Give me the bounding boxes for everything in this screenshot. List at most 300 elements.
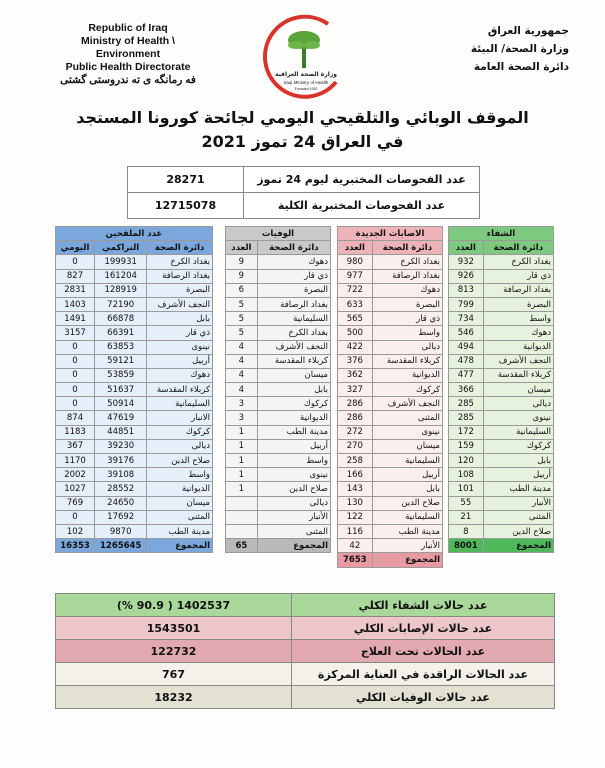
recovered-row-name: كربلاء المقدسة [483,368,553,382]
recovered-row-count: 478 [449,354,484,368]
vaccinated-row-name: بغداد الكرخ [147,255,213,269]
deaths-row-count: 5 [226,297,258,311]
summary-row [56,686,555,709]
vaccinated-row [56,326,213,340]
recovered-row-count: 172 [449,425,484,439]
vaccinated-row-cum: 63853 [95,340,147,354]
new-cases-row-name: النجف الأشرف [372,397,442,411]
new-cases-row-name: مدينة الطب [372,524,442,538]
recovered-row [449,397,554,411]
summary-value: 18232 [56,686,292,709]
new-cases-row [338,255,443,269]
deaths-row-name: النجف الأشرف [257,340,330,354]
recovered-total-value: 8001 [449,539,484,553]
header-en-line4: فه رمانگه ى ته ندروستى گشتى [60,74,196,86]
deaths-row [226,297,331,311]
deaths-total-label: المجموع [257,539,330,553]
deaths-row-count: 1 [226,468,258,482]
recovered-total-label: المجموع [483,539,553,553]
recovered-row-name: السليمانية [483,425,553,439]
vaccinated-row-cum: 72190 [95,297,147,311]
recovered-row [449,524,554,538]
vaccinated-row-daily: 3157 [56,326,95,340]
vaccinated-row-cum: 24650 [95,496,147,510]
vaccinated-row-daily: 0 [56,255,95,269]
deaths-row [226,510,331,524]
deaths-row-name: الديوانية [257,411,330,425]
recovered-row [449,340,554,354]
vaccinated-row-name: بغداد الرصافة [147,269,213,283]
vaccinated-row-cum: 161204 [95,269,147,283]
vaccinated-row [56,397,213,411]
vaccinated-row-cum: 199931 [95,255,147,269]
vaccinated-row-cum: 9870 [95,524,147,538]
tests-daily-row [128,167,480,193]
title-line2: في العراق 24 تموز 2021 [201,132,404,151]
recovered-row-count: 8 [449,524,484,538]
deaths-row-name: دهوك [257,255,330,269]
recovered-row-count: 21 [449,510,484,524]
deaths-row [226,439,331,453]
vaccinated-total-daily: 16353 [56,539,95,553]
new-cases-row [338,383,443,397]
deaths-row [226,482,331,496]
deaths-row-count [226,524,258,538]
vaccinated-table [55,226,213,553]
new-cases-row-count: 122 [338,510,373,524]
deaths-total-row [226,539,331,553]
summary-row [56,640,555,663]
deaths-row [226,326,331,340]
new-cases-row-name: كركوك [372,383,442,397]
recovered-row-name: المثنى [483,510,553,524]
new-cases-row [338,340,443,354]
vaccinated-row-daily: 827 [56,269,95,283]
new-cases-total-label: المجموع [372,553,442,567]
vaccinated-row-cum: 51637 [95,383,147,397]
summary-value: 1402537 ( 90.9 %) [56,594,292,617]
deaths-col-count: العدد [226,241,258,255]
deaths-row [226,368,331,382]
deaths-row-name: ميسان [257,368,330,382]
vaccinated-row [56,340,213,354]
new-cases-row [338,510,443,524]
deaths-row-count: 1 [226,439,258,453]
deaths-row-name: بغداد الكرخ [257,326,330,340]
vaccinated-row-daily: 367 [56,439,95,453]
new-cases-row-count: 500 [338,326,373,340]
new-cases-row-name: المثنى [372,411,442,425]
vaccinated-row-daily: 2002 [56,468,95,482]
new-cases-row [338,524,443,538]
recovered-row [449,255,554,269]
deaths-row-name: نينوى [257,468,330,482]
vaccinated-row [56,411,213,425]
new-cases-row-name: نينوى [372,425,442,439]
vaccinated-row-name: ديالى [147,439,213,453]
deaths-row [226,468,331,482]
new-cases-row-count: 327 [338,383,373,397]
vaccinated-row-name: بابل [147,312,213,326]
recovered-row [449,312,554,326]
recovered-row [449,496,554,510]
deaths-row-count: 5 [226,312,258,326]
vaccinated-row-daily: 0 [56,397,95,411]
new-cases-row-count: 980 [338,255,373,269]
new-cases-row [338,312,443,326]
summary-row [56,617,555,640]
tests-total-value: 12715078 [128,193,244,219]
new-cases-row [338,496,443,510]
vaccinated-row-daily: 0 [56,510,95,524]
vaccinated-row [56,496,213,510]
new-cases-row [338,326,443,340]
vaccinated-row-daily: 0 [56,354,95,368]
new-cases-title: الاصابات الجديدة [338,227,443,241]
new-cases-row [338,425,443,439]
new-cases-row [338,539,443,553]
recovered-row-name: النجف الأشرف [483,354,553,368]
deaths-row-name: بابل [257,383,330,397]
recovered-row-count: 494 [449,340,484,354]
vaccinated-total-row [56,539,213,553]
new-cases-row-name: الديوانية [372,368,442,382]
summary-row [56,594,555,617]
recovered-row-count: 366 [449,383,484,397]
deaths-row-name: ديالى [257,496,330,510]
vaccinated-row-daily: 0 [56,383,95,397]
new-cases-col-name: دائرة الصحة [372,241,442,255]
header-ar-line3: دائرة الصحة العامة [473,61,569,73]
recovered-row-name: مدينة الطب [483,482,553,496]
recovered-row-name: ذي قار [483,269,553,283]
deaths-row-count: 9 [226,255,258,269]
vaccinated-row-daily: 1403 [56,297,95,311]
new-cases-row [338,269,443,283]
tests-total-row [128,193,480,219]
vaccinated-row-name: البصرة [147,283,213,297]
recovered-row-name: بغداد الرصافة [483,283,553,297]
vaccinated-row-name: صلاح الدين [147,454,213,468]
recovered-row [449,326,554,340]
recovered-row-name: دهوك [483,326,553,340]
vaccinated-row-name: دهوك [147,368,213,382]
deaths-row-name: السليمانية [257,312,330,326]
summary-table [55,593,555,709]
new-cases-total-value: 7653 [338,553,373,567]
vaccinated-row-name: السليمانية [147,397,213,411]
vaccinated-row-name: مدينة الطب [147,524,213,538]
deaths-row-name: أربيل [257,439,330,453]
vaccinated-row [56,312,213,326]
deaths-row-count: 3 [226,397,258,411]
new-cases-row-count: 166 [338,468,373,482]
recovered-row-name: كركوك [483,439,553,453]
new-cases-row-count: 722 [338,283,373,297]
deaths-row [226,524,331,538]
vaccinated-row-daily: 1027 [56,482,95,496]
deaths-row-name: صلاح الدين [257,482,330,496]
recovered-row [449,510,554,524]
deaths-table [225,226,331,553]
header-en-line2: Ministry of Health \ Environment [81,35,175,60]
vaccinated-row-name: كربلاء المقدسة [147,383,213,397]
recovered-row-count: 546 [449,326,484,340]
summary-value: 1543501 [56,617,292,640]
recovered-row-count: 932 [449,255,484,269]
vaccinated-row-name: كركوك [147,425,213,439]
vaccinated-row-cum: 17692 [95,510,147,524]
page-title [0,106,605,154]
recovered-row [449,297,554,311]
deaths-row-count: 1 [226,482,258,496]
new-cases-row-count: 286 [338,397,373,411]
vaccinated-row-name: أربيل [147,354,213,368]
deaths-row-count: 4 [226,340,258,354]
vaccinated-row-cum: 28552 [95,482,147,496]
vaccinated-row-name: النجف الأشرف [147,297,213,311]
vaccinated-row [56,383,213,397]
vaccinated-row-name: واسط [147,468,213,482]
recovered-row-name: أربيل [483,468,553,482]
new-cases-row [338,468,443,482]
new-cases-row-name: ميسان [372,439,442,453]
recovered-row-name: واسط [483,312,553,326]
deaths-total-value: 65 [226,539,258,553]
new-cases-row-count: 42 [338,539,373,553]
vaccinated-row-name: ذي قار [147,326,213,340]
header-ar-line1: جمهورية العراق [487,25,569,37]
new-cases-row-name: السليمانية [372,510,442,524]
header-en-line3: Public Health Directorate [65,61,191,73]
new-cases-total-row [338,553,443,567]
recovered-row-name: بغداد الكرخ [483,255,553,269]
new-cases-row-count: 362 [338,368,373,382]
recovered-row [449,468,554,482]
recovered-row-name: بابل [483,454,553,468]
deaths-row-count [226,510,258,524]
vaccinated-row-daily: 1183 [56,425,95,439]
vaccinated-col-cum: التراكمي [95,241,147,255]
deaths-row-count: 4 [226,354,258,368]
header-ar-line2: وزارة الصحة/ البيئة [470,43,569,55]
vaccinated-col-daily: اليومي [56,241,95,255]
new-cases-row-name: الأنبار [372,539,442,553]
summary-value: 122732 [56,640,292,663]
deaths-row-name: واسط [257,454,330,468]
new-cases-row-name: بغداد الكرخ [372,255,442,269]
ministry-logo [258,12,354,102]
recovered-row-name: البصرة [483,297,553,311]
deaths-row [226,354,331,368]
summary-label: عدد الحالات الراقدة في العناية المركزة [292,663,555,686]
vaccinated-row-cum: 53859 [95,368,147,382]
vaccinated-row-daily: 102 [56,524,95,538]
recovered-row [449,383,554,397]
tests-table [127,166,480,219]
deaths-row [226,340,331,354]
summary-label: عدد الحالات تحت العلاج [292,640,555,663]
new-cases-row-count: 270 [338,439,373,453]
vaccinated-title: عدد الملقحين [56,227,213,241]
recovered-row-count: 101 [449,482,484,496]
vaccinated-row-daily: 874 [56,411,95,425]
deaths-row-count: 5 [226,326,258,340]
logo-sub: Iraqi Ministry of Health [283,80,329,85]
deaths-row-name: بغداد الرصافة [257,297,330,311]
recovered-row [449,439,554,453]
recovered-row-count: 55 [449,496,484,510]
recovered-row-count: 120 [449,454,484,468]
recovered-row-name: نينوى [483,411,553,425]
recovered-row-count: 799 [449,297,484,311]
vaccinated-row-daily: 1491 [56,312,95,326]
vaccinated-row-cum: 39176 [95,454,147,468]
new-cases-row-name: البصرة [372,297,442,311]
recovered-row [449,368,554,382]
new-cases-row-count: 565 [338,312,373,326]
new-cases-col-count: العدد [338,241,373,255]
recovered-row [449,454,554,468]
new-cases-row-count: 130 [338,496,373,510]
new-cases-row [338,283,443,297]
vaccinated-row-cum: 66391 [95,326,147,340]
vaccinated-row-daily: 769 [56,496,95,510]
new-cases-row-count: 977 [338,269,373,283]
summary-label: عدد حالات الشفاء الكلي [292,594,555,617]
recovered-row-name: الأنبار [483,496,553,510]
vaccinated-row-name: ميسان [147,496,213,510]
deaths-row [226,283,331,297]
vaccinated-row-name: الديوانية [147,482,213,496]
deaths-title: الوفيات [226,227,331,241]
vaccinated-row-cum: 50914 [95,397,147,411]
vaccinated-row [56,524,213,538]
header-en-line1: Republic of Iraq [88,22,168,34]
recovered-row-count: 477 [449,368,484,382]
vaccinated-row-daily: 2831 [56,283,95,297]
deaths-row-count: 1 [226,425,258,439]
vaccinated-col-name: دائرة الصحة [147,241,213,255]
new-cases-row-name: ذي قار [372,312,442,326]
new-cases-row-count: 272 [338,425,373,439]
vaccinated-row-name: الانبار [147,411,213,425]
recovered-row [449,425,554,439]
deaths-row [226,496,331,510]
tests-daily-value: 28271 [128,167,244,193]
deaths-col-name: دائرة الصحة [257,241,330,255]
recovered-row-name: ديالى [483,397,553,411]
recovered-title: الشفاء [449,227,554,241]
recovered-row-count: 813 [449,283,484,297]
new-cases-row-count: 116 [338,524,373,538]
header-arabic [419,22,569,76]
deaths-row-name: ذي قار [257,269,330,283]
new-cases-row-count: 376 [338,354,373,368]
deaths-row-count: 6 [226,283,258,297]
deaths-row [226,425,331,439]
vaccinated-total-label: المجموع [147,539,213,553]
new-cases-row [338,411,443,425]
deaths-row [226,383,331,397]
deaths-row [226,269,331,283]
new-cases-row-name: بابل [372,482,442,496]
new-cases-row-name: دهوك [372,283,442,297]
deaths-row-count: 3 [226,411,258,425]
vaccinated-row [56,439,213,453]
new-cases-row [338,439,443,453]
vaccinated-row [56,510,213,524]
recovered-row [449,354,554,368]
new-cases-row [338,482,443,496]
vaccinated-row-daily: 0 [56,340,95,354]
recovered-row-name: الديوانية [483,340,553,354]
deaths-row [226,255,331,269]
recovered-row [449,283,554,297]
deaths-row-name: الأنبار [257,510,330,524]
deaths-row-count: 4 [226,383,258,397]
deaths-row-name: كركوك [257,397,330,411]
tests-total-label: عدد الفحوصات المختبرية الكلية [244,193,480,219]
new-cases-row-name: صلاح الدين [372,496,442,510]
recovered-col-name: دائرة الصحة [483,241,553,255]
vaccinated-row-cum: 47619 [95,411,147,425]
deaths-row [226,411,331,425]
vaccinated-row-daily: 0 [56,368,95,382]
vaccinated-row-cum: 39108 [95,468,147,482]
vaccinated-row-name: المثنى [147,510,213,524]
recovered-row-count: 734 [449,312,484,326]
summary-row [56,663,555,686]
vaccinated-row-cum: 39230 [95,439,147,453]
new-cases-row-count: 258 [338,454,373,468]
vaccinated-row-cum: 128919 [95,283,147,297]
recovered-row-name: صلاح الدين [483,524,553,538]
deaths-row-count: 4 [226,368,258,382]
new-cases-row-count: 422 [338,340,373,354]
logo-founded: Founded 1920 [294,87,318,91]
vaccinated-row-cum: 44851 [95,425,147,439]
vaccinated-row [56,454,213,468]
new-cases-row-name: أربيل [372,468,442,482]
recovered-row-count: 285 [449,411,484,425]
logo-name: وزارة الصحة العراقية [274,71,338,78]
new-cases-row [338,454,443,468]
deaths-row-count [226,496,258,510]
vaccinated-row [56,283,213,297]
recovered-row-count: 926 [449,269,484,283]
new-cases-row [338,354,443,368]
vaccinated-row [56,297,213,311]
deaths-row-name: البصرة [257,283,330,297]
vaccinated-row-daily: 1170 [56,454,95,468]
deaths-row-name: المثنى [257,524,330,538]
vaccinated-row [56,255,213,269]
header-english [48,22,208,87]
vaccinated-row-cum: 66878 [95,312,147,326]
recovered-row-count: 285 [449,397,484,411]
title-line1: الموقف الوبائي والتلقيحي اليومي لجائحة كورونا المستجد [76,108,529,127]
new-cases-row-name: كربلاء المقدسة [372,354,442,368]
new-cases-row-count: 286 [338,411,373,425]
summary-label: عدد حالات الوفيات الكلي [292,686,555,709]
recovered-row-name: ميسان [483,383,553,397]
vaccinated-row [56,354,213,368]
deaths-row-name: مدينة الطب [257,425,330,439]
deaths-row [226,397,331,411]
recovered-table [448,226,554,553]
deaths-row [226,312,331,326]
